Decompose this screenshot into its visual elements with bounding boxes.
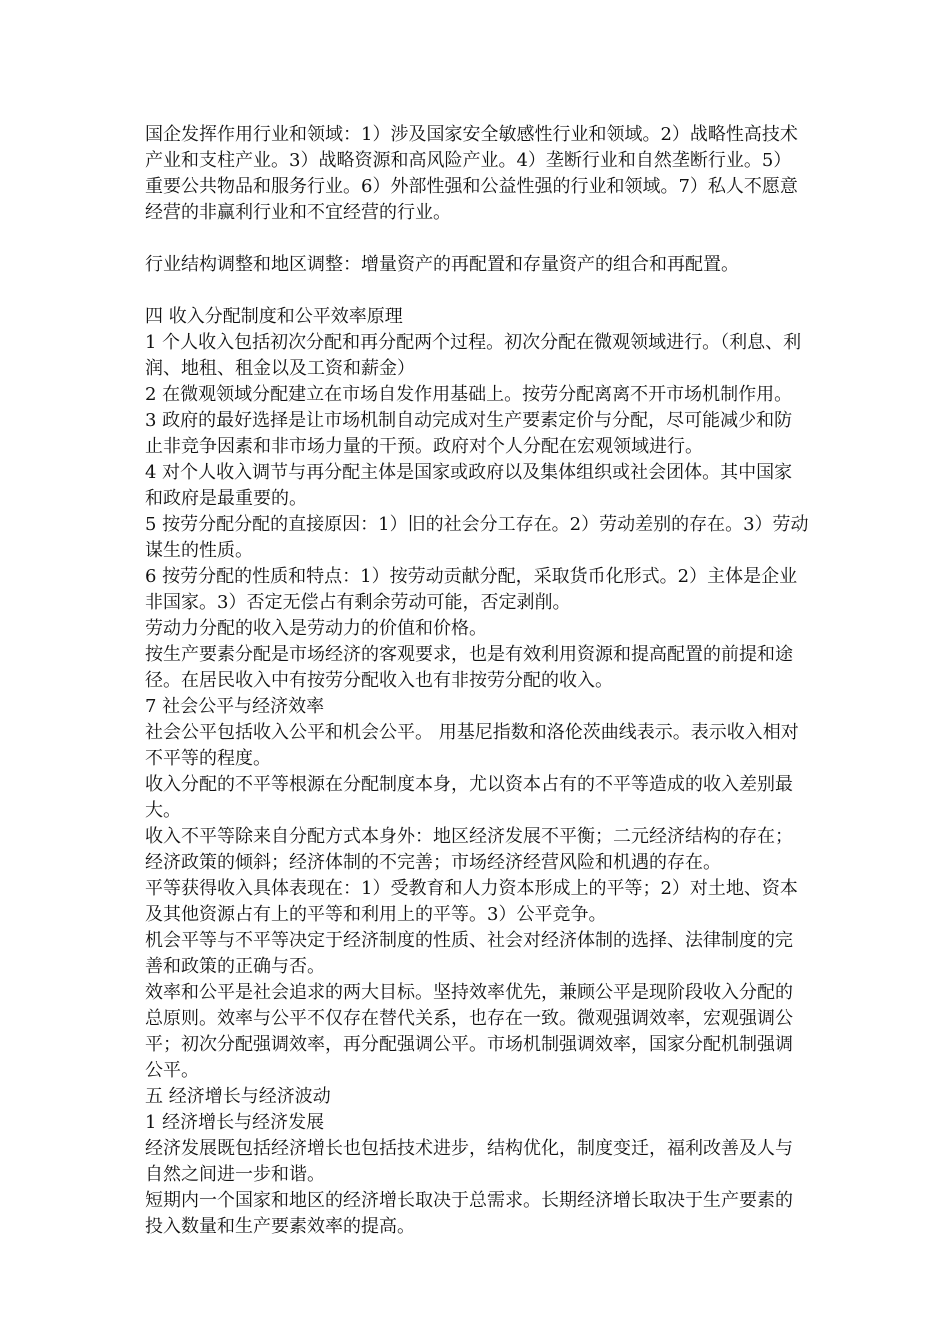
paragraph-social-fairness: 社会公平包括收入公平和机会公平。 用基尼指数和洛伦茨曲线表示。表示收入相对不平等的程度。	[145, 722, 799, 769]
paragraph-industry-adjustment: 行业结构调整和地区调整：增量资产的再配置和存量资产的组合和再配置。	[145, 254, 739, 275]
paragraph-equal-income: 平等获得收入具体表现在：1）受教育和人力资本形成上的平等；2）对土地、资本及其他资源占有上的平等和利用上的平等。3）公平竞争。	[145, 878, 798, 925]
paragraph-item-2: 2 在微观领域分配建立在市场自发作用基础上。按劳分配离离不开市场机制作用。	[145, 384, 793, 405]
paragraph-gap	[145, 226, 809, 252]
paragraph-growth-heading: 1 经济增长与经济发展	[145, 1112, 325, 1133]
section-heading-economic-growth: 五 经济增长与经济波动	[145, 1086, 331, 1107]
paragraph-soe-roles: 国企发挥作用行业和领域：1）涉及国家安全敏感性行业和领域。2）战略性高技术产业和支柱产业。3）战略资源和高风险产业。4）垄断行业和自然垄断行业。5）重要公共物品和服务行业。6）外部性强和公益性强的行业和领域。7）私人不愿意经营的非赢利行业和不宜经营的行业。	[145, 124, 798, 223]
paragraph-inequality-root: 收入分配的不平等根源在分配制度本身，尤以资本占有的不平等造成的收入差别最大。	[145, 774, 793, 821]
paragraph-item-6: 6 按劳分配的性质和特点：1）按劳动贡献分配，采取货币化形式。2）主体是企业非国家。3）否定无偿占有剩余劳动可能，否定剥削。	[145, 566, 798, 613]
paragraph-item-4: 4 对个人收入调节与再分配主体是国家或政府以及集体组织或社会团体。其中国家和政府是最重要的。	[145, 462, 793, 509]
paragraph-inequality-causes: 收入不平等除来自分配方式本身外：地区经济发展不平衡；二元经济结构的存在；经济政策的倾斜；经济体制的不完善；市场经济经营风险和机遇的存在。	[145, 826, 793, 873]
paragraph-factor-distribution: 按生产要素分配是市场经济的客观要求，也是有效利用资源和提高配置的前提和途径。在居民收入中有按劳分配收入也有非按劳分配的收入。	[145, 644, 793, 691]
paragraph-item-1: 1 个人收入包括初次分配和再分配两个过程。初次分配在微观领域进行。（利息、利润、地租、租金以及工资和薪金）	[145, 332, 802, 379]
document-page	[145, 122, 809, 1240]
paragraph-item-3: 3 政府的最好选择是让市场机制自动完成对生产要素定价与分配，尽可能减少和防止非竞争因素和非市场力量的干预。政府对个人分配在宏观领域进行。	[145, 410, 793, 457]
paragraph-item-5: 5 按劳分配分配的直接原因：1）旧的社会分工存在。2）劳动差别的存在。3）劳动谋生的性质。	[145, 514, 809, 561]
paragraph-growth-determinants: 短期内一个国家和地区的经济增长取决于总需求。长期经济增长取决于生产要素的投入数量和生产要素效率的提高。	[145, 1190, 793, 1237]
paragraph-gap	[145, 278, 809, 304]
paragraph-opportunity-equality: 机会平等与不平等决定于经济制度的性质、社会对经济体制的选择、法律制度的完善和政策的正确与否。	[145, 930, 793, 977]
paragraph-labor-income: 劳动力分配的收入是劳动力的价值和价格。	[145, 618, 487, 639]
section-heading-income-distribution: 四 收入分配制度和公平效率原理	[145, 306, 403, 327]
paragraph-development: 经济发展既包括经济增长也包括技术进步，结构优化，制度变迁，福利改善及人与自然之间进一步和谐。	[145, 1138, 793, 1185]
paragraph-item-7-heading: 7 社会公平与经济效率	[145, 696, 325, 717]
paragraph-efficiency-fairness: 效率和公平是社会追求的两大目标。坚持效率优先，兼顾公平是现阶段收入分配的总原则。效率与公平不仅存在替代关系，也存在一致。微观强调效率，宏观强调公平；初次分配强调效率，再分配强调公平。市场机制强调效率，国家分配机制强调公平。	[145, 982, 793, 1081]
